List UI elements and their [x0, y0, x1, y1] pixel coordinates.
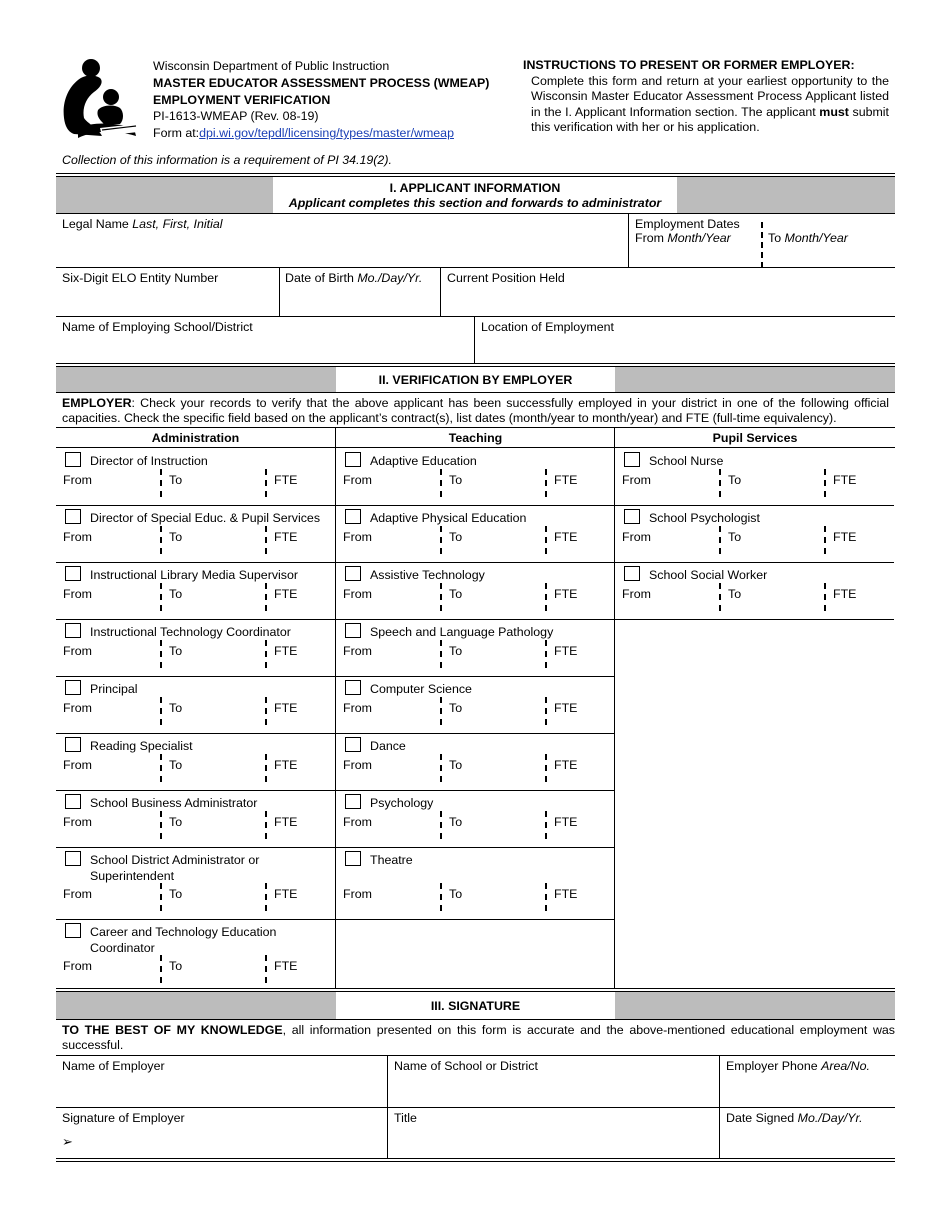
employment-from-field[interactable]: Employment Dates From Month/Year — [635, 217, 740, 245]
divider — [56, 427, 895, 428]
checkbox-career-and-technology-education-coordinator[interactable] — [65, 923, 81, 938]
position-option-school-social-worker — [615, 562, 894, 619]
date-fte-row — [56, 697, 335, 725]
date-fte-row — [336, 754, 615, 782]
administration-header: Administration — [151, 431, 240, 445]
to-field[interactable]: To — [169, 701, 183, 715]
position-label: Speech and Language Pathology — [370, 625, 554, 639]
fte-field[interactable]: FTE — [554, 473, 578, 487]
position-label: Principal — [90, 682, 138, 696]
position-label: School Business Administrator — [90, 796, 258, 810]
section1-title: I. APPLICANT INFORMATION — [389, 181, 561, 195]
fte-field[interactable]: FTE — [274, 701, 298, 715]
fte-field[interactable]: FTE — [274, 959, 298, 973]
form-title-2: EMPLOYMENT VERIFICATION — [153, 92, 331, 107]
signature-arrow-icon: ➢ — [62, 1134, 73, 1149]
fte-field[interactable]: FTE — [554, 530, 578, 544]
to-field[interactable]: To — [169, 587, 183, 601]
divider — [440, 640, 442, 668]
position-label: Director of Special Educ. & Pupil Services — [90, 511, 321, 525]
position-option-computer-science — [336, 676, 615, 733]
position-label: Dance — [370, 739, 406, 753]
divider — [265, 811, 267, 839]
fte-field[interactable]: FTE — [833, 473, 857, 487]
date-fte-row — [56, 811, 335, 839]
divider — [265, 640, 267, 668]
fte-field[interactable]: FTE — [554, 887, 578, 901]
date-fte-row — [336, 883, 615, 911]
instructions-text: Complete this form and return at your earliest opportunity to the Wisconsin Master Educator Assessment Process Applicant listed in the I. Applicant Information section. The applicant must submit this verification with her or his application. — [531, 73, 890, 135]
date-fte-row — [336, 697, 615, 725]
position-option-adaptive-physical-education — [336, 505, 615, 562]
position-label: Assistive Technology — [370, 568, 485, 582]
employer-signature-field[interactable]: Signature of Employer — [62, 1111, 185, 1125]
date-fte-row — [56, 526, 335, 554]
date-fte-row — [336, 811, 615, 839]
divider — [265, 469, 267, 497]
form-url-link[interactable]: dpi.wi.gov/tepdl/licensing/types/master/wmeap — [199, 126, 454, 141]
date-fte-row — [56, 955, 335, 983]
fte-field[interactable]: FTE — [274, 887, 298, 901]
position-label: Computer Science — [370, 682, 472, 696]
checkbox-reading-specialist[interactable] — [65, 737, 81, 752]
fte-field[interactable]: FTE — [833, 587, 857, 601]
position-option-assistive-technology — [336, 562, 615, 619]
position-label: School Psychologist — [649, 511, 760, 525]
legal-name-field[interactable]: Legal Name Last, First, Initial — [62, 217, 223, 231]
from-field[interactable]: From — [63, 587, 92, 601]
checkbox-school-psychologist[interactable] — [624, 509, 640, 524]
position-option-school-psychologist — [615, 505, 894, 562]
divider — [719, 583, 721, 611]
divider — [545, 640, 547, 668]
to-field[interactable]: To — [449, 758, 463, 772]
position-option-career-and-technology-education-coordinator — [56, 919, 335, 991]
checkbox-assistive-technology[interactable] — [345, 566, 361, 581]
from-field[interactable]: From — [343, 758, 372, 772]
divider — [160, 811, 162, 839]
date-fte-row — [615, 469, 894, 497]
employing-school-field[interactable]: Name of Employing School/District — [62, 320, 253, 334]
divider — [160, 640, 162, 668]
school-district-field[interactable]: Name of School or District — [394, 1059, 538, 1073]
fte-field[interactable]: FTE — [274, 473, 298, 487]
employer-instructions: EMPLOYER: Check your records to verify that the above applicant has been successfully employed in your district in one of the following official capacities. Check the specific field based on the applicant’s contract(s), list dates (month/year to month/year) and FTE (full-time equivalency). — [62, 396, 889, 425]
to-field[interactable]: To — [169, 644, 183, 658]
divider — [160, 883, 162, 911]
divider — [440, 267, 441, 316]
elo-number-field[interactable]: Six-Digit ELO Entity Number — [62, 271, 219, 285]
position-option-theatre — [336, 847, 615, 919]
divider — [474, 316, 475, 364]
position-option-dance — [336, 733, 615, 790]
from-field[interactable]: From — [343, 815, 372, 829]
divider — [628, 213, 629, 267]
to-field[interactable]: To — [169, 473, 183, 487]
checkbox-speech-and-language-pathology[interactable] — [345, 623, 361, 638]
divider — [545, 754, 547, 782]
checkbox-psychology[interactable] — [345, 794, 361, 809]
pupil-services-header: Pupil Services — [712, 431, 798, 445]
divider — [545, 811, 547, 839]
from-field[interactable]: From — [63, 959, 92, 973]
position-label: Psychology — [370, 796, 434, 810]
position-option-director-of-special-educ-pupil-services — [56, 505, 335, 562]
position-label: Career and Technology Education Coordinator — [90, 925, 277, 955]
from-field[interactable]: From — [343, 701, 372, 715]
divider — [160, 955, 162, 983]
position-option-school-district-administrator-or-superintendent — [56, 847, 335, 919]
divider — [545, 526, 547, 554]
date-fte-row — [56, 640, 335, 668]
checkbox-school-business-administrator[interactable] — [65, 794, 81, 809]
date-fte-row — [56, 883, 335, 911]
from-field[interactable]: From — [343, 644, 372, 658]
employer-name-field[interactable]: Name of Employer — [62, 1059, 165, 1073]
section1-title-box — [273, 177, 677, 213]
from-field[interactable]: From — [63, 701, 92, 715]
date-fte-row — [56, 583, 335, 611]
to-field[interactable]: To — [728, 530, 742, 544]
from-field[interactable]: From — [622, 587, 651, 601]
to-field[interactable]: To — [169, 887, 183, 901]
form-number: PI-1613-WMEAP (Rev. 08-19) — [153, 109, 319, 124]
checkbox-dance[interactable] — [345, 737, 361, 752]
date-fte-row — [336, 469, 615, 497]
from-field[interactable]: From — [63, 644, 92, 658]
divider — [336, 919, 615, 920]
agency-name: Wisconsin Department of Public Instruction — [153, 59, 390, 73]
section2-title: II. VERIFICATION BY EMPLOYER — [336, 367, 615, 392]
to-field[interactable]: To — [728, 473, 742, 487]
from-field[interactable]: From — [343, 473, 372, 487]
checkbox-instructional-library-media-supervisor[interactable] — [65, 566, 81, 581]
to-field[interactable]: To — [449, 701, 463, 715]
date-of-birth-field[interactable]: Date of Birth Mo./Day/Yr. — [285, 271, 423, 285]
section3-title: III. SIGNATURE — [336, 992, 615, 1019]
checkbox-adaptive-physical-education[interactable] — [345, 509, 361, 524]
fte-field[interactable]: FTE — [554, 701, 578, 715]
divider — [56, 316, 895, 317]
position-option-instructional-library-media-supervisor — [56, 562, 335, 619]
to-field[interactable]: To — [449, 473, 463, 487]
position-label: Adaptive Physical Education — [370, 511, 527, 525]
divider — [56, 267, 895, 268]
divider — [440, 583, 442, 611]
instructions-title: INSTRUCTIONS TO PRESENT OR FORMER EMPLOYER: — [523, 58, 855, 72]
agency-block — [153, 58, 489, 142]
position-option-school-nurse — [615, 448, 894, 505]
fte-field[interactable]: FTE — [274, 644, 298, 658]
date-fte-row — [615, 526, 894, 554]
position-label: School Social Worker — [649, 568, 768, 582]
to-field[interactable]: To — [449, 815, 463, 829]
form-title-1: MASTER EDUCATOR ASSESSMENT PROCESS (WMEAP) — [153, 75, 490, 90]
current-position-field[interactable]: Current Position Held — [447, 271, 565, 285]
position-label: Instructional Library Media Supervisor — [90, 568, 298, 582]
fte-field[interactable]: FTE — [274, 587, 298, 601]
divider — [545, 583, 547, 611]
to-field[interactable]: To — [449, 887, 463, 901]
from-field[interactable]: From — [622, 530, 651, 544]
divider — [160, 754, 162, 782]
date-fte-row — [336, 526, 615, 554]
divider — [824, 526, 826, 554]
position-label: Instructional Technology Coordinator — [90, 625, 291, 639]
teaching-header: Teaching — [448, 431, 503, 445]
checkbox-theatre[interactable] — [345, 851, 361, 866]
position-label: Reading Specialist — [90, 739, 193, 753]
instructions-block — [523, 58, 889, 136]
from-field[interactable]: From — [63, 887, 92, 901]
to-field[interactable]: To — [169, 959, 183, 973]
divider — [615, 619, 894, 620]
divider — [56, 392, 895, 393]
fte-field[interactable]: FTE — [274, 758, 298, 772]
checkbox-principal[interactable] — [65, 680, 81, 695]
divider — [56, 1055, 895, 1056]
date-fte-row — [615, 583, 894, 611]
divider — [160, 697, 162, 725]
divider — [440, 469, 442, 497]
date-fte-row — [336, 583, 615, 611]
fte-field[interactable]: FTE — [554, 644, 578, 658]
divider — [265, 583, 267, 611]
to-field[interactable]: To — [449, 530, 463, 544]
to-field[interactable]: To — [169, 758, 183, 772]
fte-field[interactable]: FTE — [274, 815, 298, 829]
divider — [824, 469, 826, 497]
collection-note: Collection of this information is a requirement of PI 34.19(2). — [62, 153, 392, 167]
from-field[interactable]: From — [343, 587, 372, 601]
divider — [160, 526, 162, 554]
to-field[interactable]: To — [449, 644, 463, 658]
date-fte-row — [336, 640, 615, 668]
divider — [265, 697, 267, 725]
fte-field[interactable]: FTE — [554, 587, 578, 601]
fte-field[interactable]: FTE — [554, 758, 578, 772]
checkbox-school-district-administrator-or-superintendent[interactable] — [65, 851, 81, 866]
from-field[interactable]: From — [63, 758, 92, 772]
position-label: School District Administrator or Superintendent — [90, 853, 260, 883]
from-field[interactable]: From — [622, 473, 651, 487]
position-option-psychology — [336, 790, 615, 847]
divider — [440, 754, 442, 782]
position-option-school-business-administrator — [56, 790, 335, 847]
position-label: Theatre — [370, 853, 413, 867]
divider — [545, 469, 547, 497]
checkbox-director-of-special-educ-pupil-services[interactable] — [65, 509, 81, 524]
divider — [440, 883, 442, 911]
divider — [279, 267, 280, 316]
divider — [265, 754, 267, 782]
to-field[interactable]: To — [728, 587, 742, 601]
divider — [440, 526, 442, 554]
position-option-instructional-technology-coordinator — [56, 619, 335, 676]
date-fte-row — [56, 469, 335, 497]
position-label: Director of Instruction — [90, 454, 208, 468]
divider — [160, 583, 162, 611]
fte-field[interactable]: FTE — [833, 530, 857, 544]
position-option-director-of-instruction — [56, 448, 335, 505]
divider — [56, 1158, 895, 1162]
from-field[interactable]: From — [63, 530, 92, 544]
date-signed-field[interactable]: Date Signed Mo./Day/Yr. — [726, 1111, 863, 1125]
section1-subtitle: Applicant completes this section and forwards to administrator — [288, 196, 662, 210]
form-at-label: Form at: — [153, 126, 200, 141]
divider — [761, 222, 763, 268]
position-option-adaptive-education — [336, 448, 615, 505]
divider — [56, 1107, 895, 1108]
divider — [265, 883, 267, 911]
divider — [56, 1019, 895, 1020]
fte-field[interactable]: FTE — [274, 530, 298, 544]
from-field[interactable]: From — [63, 473, 92, 487]
to-field[interactable]: To — [169, 530, 183, 544]
divider — [719, 526, 721, 554]
checkbox-school-nurse[interactable] — [624, 452, 640, 467]
divider — [160, 469, 162, 497]
from-field[interactable]: From — [343, 887, 372, 901]
from-field[interactable]: From — [343, 530, 372, 544]
employer-phone-field[interactable]: Employer Phone Area/No. — [726, 1059, 870, 1073]
divider — [440, 811, 442, 839]
employment-to-field[interactable]: To Month/Year — [768, 231, 848, 245]
divider — [265, 955, 267, 983]
to-field[interactable]: To — [449, 587, 463, 601]
divider — [265, 526, 267, 554]
date-fte-row — [56, 754, 335, 782]
location-field[interactable]: Location of Employment — [481, 320, 614, 334]
from-field[interactable]: From — [63, 815, 92, 829]
checkbox-instructional-technology-coordinator[interactable] — [65, 623, 81, 638]
position-label: School Nurse — [649, 454, 724, 468]
checkbox-director-of-instruction[interactable] — [65, 452, 81, 467]
fte-field[interactable]: FTE — [554, 815, 578, 829]
divider — [824, 583, 826, 611]
divider — [545, 883, 547, 911]
to-field[interactable]: To — [169, 815, 183, 829]
divider — [719, 469, 721, 497]
position-option-reading-specialist — [56, 733, 335, 790]
position-option-principal — [56, 676, 335, 733]
checkbox-school-social-worker[interactable] — [624, 566, 640, 581]
checkbox-adaptive-education[interactable] — [345, 452, 361, 467]
divider — [440, 697, 442, 725]
checkbox-computer-science[interactable] — [345, 680, 361, 695]
divider — [545, 697, 547, 725]
position-label: Adaptive Education — [370, 454, 477, 468]
dpi-logo-icon — [58, 58, 140, 140]
position-option-speech-and-language-pathology — [336, 619, 615, 676]
form-location — [153, 125, 489, 142]
divider — [56, 213, 895, 214]
title-field[interactable]: Title — [394, 1111, 417, 1125]
certification-statement: TO THE BEST OF MY KNOWLEDGE, all information presented on this form is accurate and the above-mentioned educational employment was successful. — [62, 1023, 895, 1052]
